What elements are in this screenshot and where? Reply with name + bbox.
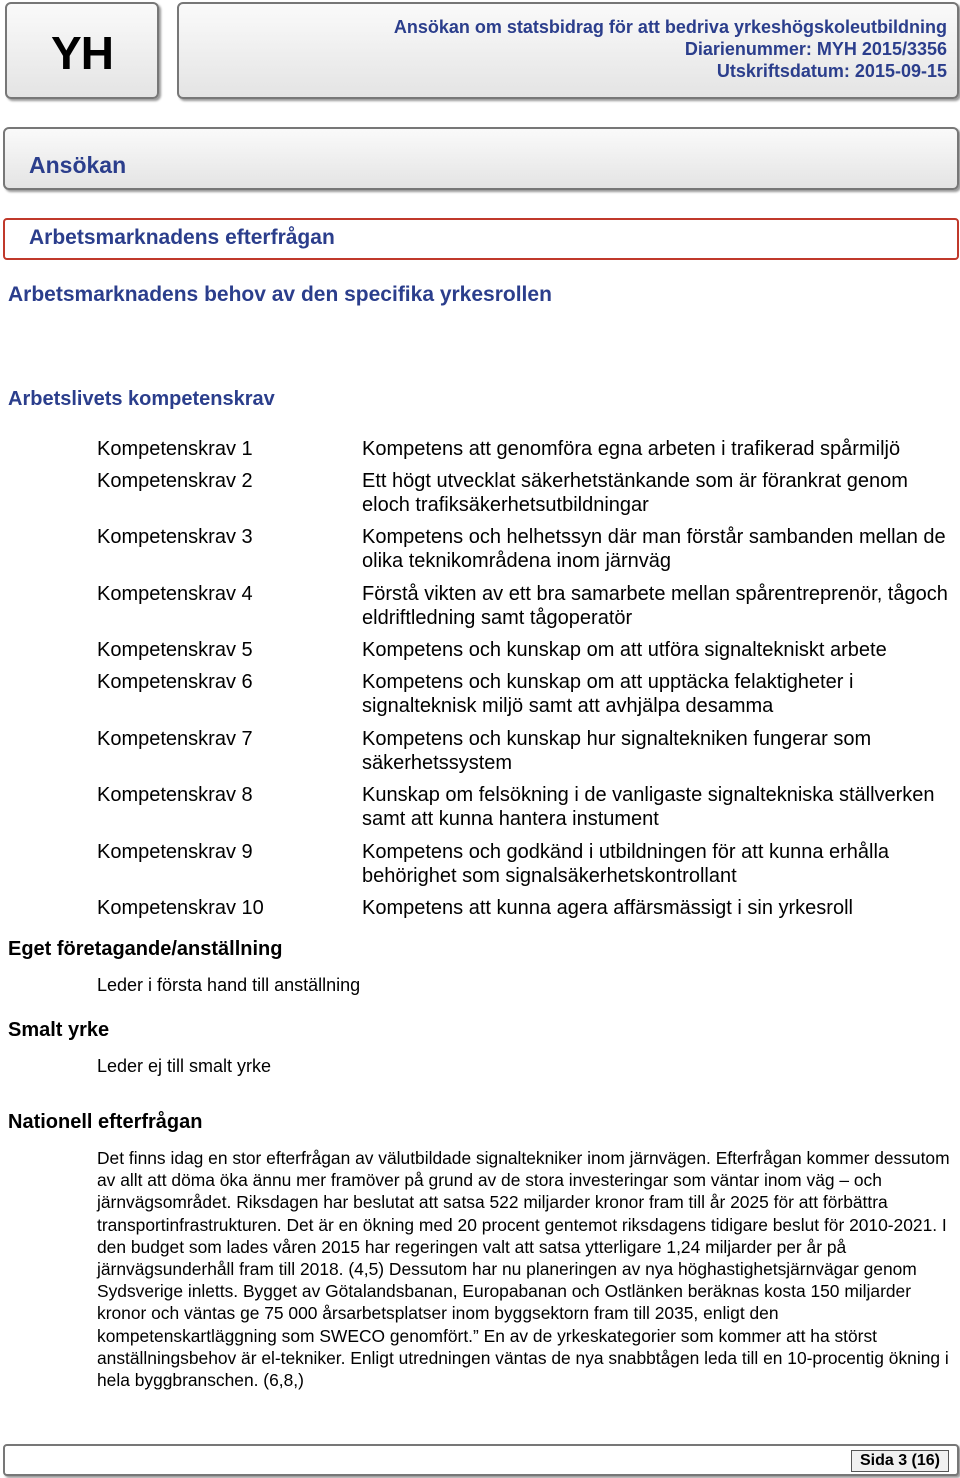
kompetenskrav-text: Ett högt utvecklat säkerhetstänkande som är förankrat genom eloch trafiksäkerhetsutbildningar [362, 470, 908, 516]
kompetenskrav-text: Kompetens och kunskap om att upptäcka felaktigheter i signalteknisk miljö samt att avhjälpa desamma [362, 671, 854, 717]
kompetenskrav-label: Kompetenskrav 2 [97, 470, 253, 492]
smalt-yrke-heading: Smalt yrke [8, 1019, 110, 1041]
nationell-efterfragan-heading: Nationell efterfrågan [8, 1111, 203, 1133]
utskriftsdatum: Utskriftsdatum: 2015-09-15 [716, 61, 947, 81]
document-title: Ansökan om statsbidrag för att bedriva yrkeshögskoleutbildning [393, 17, 947, 37]
page-number: Sida 3 (16) [851, 1450, 949, 1472]
footer-bar [3, 1444, 959, 1476]
arbetsmarknad-section [3, 218, 959, 260]
nationell-efterfragan-text: Det finns idag en stor efterfrågan av välutbildade signaltekniker inom järnvägen. Efterfrågan kommer dessutom av allt att döma öka ännu mer framöver på grund av de stora investeringar som väntar inom väg – och järnvägsområdet. Riksdagen har beslutat att satsa 522 miljarder kronor fram till år 2025 för att förbättra transportinfrastrukturen. Det är en ökning med 20 procent gentemot riksdagens tidigare beslut för 2010-2021. I den budget som lades våren 2015 har regeringen valt att satsa ytterligare 1,24 miljarder per år på järnvägsunderhåll fram till 2018. (4,5) Dessutom har nu planeringen av nya höghastighetsjärnvägar genom Sydsverige inletts. Bygget av Götalandsbanan, Europabanan och Ostlänken beräknas kosta 150 miljarder kronor och väntas ge 75 000 årsarbetsplatser inom byggsektorn fram till 2035, enligt den kompetenskartläggning som SWECO genomfört.” En av de yrkeskategorier som kommer att ha störst anställningsbehov är el-tekniker. Enligt utredningen väntas de nya snabbtågen leda till en 10-procentig ökning i hela byggbranschen. (6,8,) [97, 1148, 950, 1391]
kompetenskrav-text: Kompetens och godkänd i utbildningen för att kunna erhålla behörighet som signalsäkerhetskontrollant [362, 841, 890, 887]
arbetsliv-heading: Arbetslivets kompetenskrav [8, 388, 275, 410]
kompetenskrav-label: Kompetenskrav 1 [97, 438, 253, 460]
kompetenskrav-label: Kompetenskrav 4 [97, 583, 253, 605]
kompetenskrav-label: Kompetenskrav 10 [97, 897, 264, 919]
ansokan-section [3, 127, 959, 190]
diarienummer: Diarienummer: MYH 2015/3356 [684, 39, 947, 59]
ansokan-heading: Ansökan [29, 152, 127, 178]
kompetenskrav-text: Kompetens att kunna agera affärsmässigt i sin yrkesroll [362, 897, 853, 919]
eget-foretagande-text: Leder i första hand till anställning [97, 975, 361, 995]
behov-heading: Arbetsmarknadens behov av den specifika yrkesrollen [8, 283, 552, 306]
header-text [394, 16, 947, 82]
kompetenskrav-text: Kompetens och kunskap hur signaltekniken fungerar som säkerhetssystem [362, 728, 872, 774]
arbetsmarknad-heading: Arbetsmarknadens efterfrågan [29, 226, 335, 249]
eget-foretagande-heading: Eget företagande/anställning [8, 938, 283, 960]
kompetenskrav-label: Kompetenskrav 9 [97, 841, 253, 863]
kompetenskrav-text: Förstå vikten av ett bra samarbete mellan spårentreprenör, tågoch eldriftledning samt tågoperatör [362, 583, 948, 629]
kompetenskrav-text: Kompetens att genomföra egna arbeten i trafikerad spårmiljö [362, 438, 901, 460]
logo-box [5, 2, 159, 99]
header-box [177, 2, 959, 99]
kompetenskrav-text: Kunskap om felsökning i de vanligaste signaltekniska ställverken samt att kunna hantera instument [362, 784, 935, 830]
smalt-yrke-text: Leder ej till smalt yrke [97, 1056, 272, 1076]
kompetenskrav-text: Kompetens och helhetssyn där man förstår sambanden mellan de olika teknikområdena inom järnväg [362, 526, 946, 572]
kompetenskrav-label: Kompetenskrav 7 [97, 728, 253, 750]
kompetenskrav-label: Kompetenskrav 6 [97, 671, 253, 693]
yh-logo: YH [51, 27, 113, 79]
kompetenskrav-label: Kompetenskrav 5 [97, 639, 253, 661]
kompetenskrav-label: Kompetenskrav 3 [97, 526, 253, 548]
kompetenskrav-text: Kompetens och kunskap om att utföra signaltekniskt arbete [362, 639, 887, 661]
kompetenskrav-label: Kompetenskrav 8 [97, 784, 253, 806]
